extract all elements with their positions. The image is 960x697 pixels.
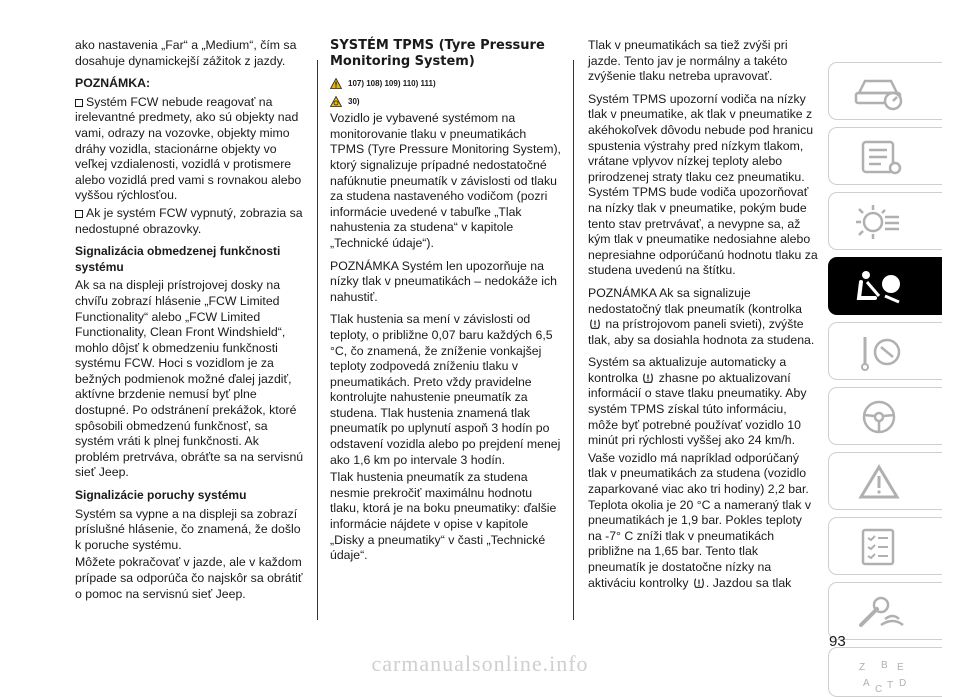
tab-maintenance[interactable] [828, 517, 942, 575]
column-1 [75, 38, 305, 609]
warning-references: 107) 108) 109) 110) 111) [348, 79, 436, 88]
system-fault-text-2: Môžete pokračovať v jazde, ale v každom prípade sa odporúča čo najskôr sa obrátiť o pomoc na servisnú sieť Jeep. [75, 555, 303, 601]
tpms-paragraph-6: Systém TPMS upozorní vodiča na nízky tlak v pneumatike, ak tlak v pneumatike z akéhokoľvek dôvodu nebude pod hranicu spustenia výstrahy pred nízkym tlakom, vrátane vplyvov nízkej teploty alebo prirodzenej straty tlaku cez pneumatiku. Systém TPMS bude vodiča upozorňovať na nízky tlak v pneumatike, pokým bude tento stav pretrvávať, a nevypne sa, až kým tlak v pneumatike nedosiahne alebo nepresiahne odporúčanú hodnotu tlaku za studena uvedenú na štítku. [588, 91, 818, 278]
tab-emergency[interactable] [828, 452, 942, 510]
index-letter-d: D [899, 678, 907, 689]
tab-lights[interactable] [828, 192, 942, 250]
tpms-paragraph-9: Vaše vozidlo má napríklad odporúčaný tlak v pneumatikách za studena (vozidlo zaparkované viac ako tri hodiny) 2,2 bar. Teplota okolia je 20 °C a nameraný tlak v pneumatikách je 1,9 bar. Pokles teploty na -7° C zníži tlak v pneumatikách približne na 1,65 bar. Tento tlak pneumatík je dostatočne nízky na aktiváciu kontrolky . Jazdou sa tlak [588, 450, 811, 590]
index-letter-c: C [875, 684, 883, 695]
wrench-car-icon [851, 591, 911, 633]
page-number: 93 [829, 633, 846, 650]
tpms-paragraph-7: POZNÁMKA Ak sa signalizuje nedostatočný tlak pneumatík (kontrolka na prístrojovom paneli svieti), zvýšte tlak, aby sa dosiahla hodnota za studena. [588, 285, 815, 347]
tpms-paragraph-1: Vozidlo je vybavené systémom na monitorovanie tlaku v pneumatikách TPMS (Tyre Pressure Monitoring System), ktorý signalizuje prípadné nedostatočné nafúknutie pneumatík v závislosti od tlaku za studena nastaveného vodičom (pozri informácie uvedené v tabuľke „Tlak nahustenia za studena“ v kapitole „Technické údaje“). [330, 111, 561, 250]
index-letter-t: T [887, 680, 894, 691]
emergency-triangle-icon [851, 461, 911, 503]
maintenance-list-icon [851, 526, 911, 568]
warning-refs-row [330, 76, 562, 92]
tab-car-dashboard[interactable] [828, 62, 942, 120]
tire-pressure-icon [589, 318, 601, 330]
index-letter-a: A [863, 678, 870, 689]
tpms-paragraph-2: POZNÁMKA Systém len upozorňuje na nízky tlak v pneumatikách – nedokáže ich nahustiť. [330, 258, 557, 304]
column-separator-2 [573, 60, 574, 620]
column-separator-1 [317, 60, 318, 620]
tire-pressure-icon [642, 372, 654, 384]
tpms-paragraph-5: Tlak v pneumatikách sa tiež zvýši pri jazde. Tento jav je normálny a takéto zvýšenie tlaku netreba upravovať. [588, 38, 788, 84]
caution-triangle-icon [330, 96, 342, 107]
caution-references: 30) [348, 96, 360, 106]
limited-functionality-text: Ak sa na displeji prístrojovej dosky na chvíľu zobrazí hlásenie „FCW Limited Functionality“ alebo „FCW Limited Functionality, Clean Front Windshield“, mohlo dôjsť k obmedzeniu funkčnosti systému FCW. Hoci s vozidlom je za bežných podmienok možné ďalej jazdiť, aktívne brzdenie nemusí byť plne dostupné. Po odstránení prekážok, ktoré spôsobili obmedzenú funkčnosť, sa systém vráti k plnej funkčnosti. Ak problém pretrváva, obráťte sa na servisnú sieť Jeep. [75, 278, 304, 480]
tab-car-info[interactable] [828, 127, 942, 185]
tire-pressure-icon [693, 577, 705, 589]
tab-starting-driving[interactable] [828, 322, 942, 380]
tpms-paragraph-4: Tlak hustenia pneumatík za studena nesmie prekročiť maximálnu hodnotu tlaku, ktorá je na boku pneumatiky: ďalšie informácie nájdete v opise v kapitole „Disky a pneumatiky“ v časti „Technické údaje“. [330, 470, 557, 563]
column-3 [588, 38, 818, 598]
bullet-square-icon [75, 210, 83, 218]
index-letter-b: B [881, 660, 888, 671]
tpms-paragraph-3: Tlak hustenia sa mení v závislosti od teploty, o približne 0,07 baru každých 6,5 °C, čo znamená, že zníženie vonkajšej teploty zodpovedá zníženiu tlaku v pneumatikách. Preto vždy pravidelne kontrolujte nahustenie pneumatík za studena. Tlak hustenia znamená tlak pneumatík po uplynutí aspoň 3 hodín po odstavení vozidla alebo po prejdení menej ako 1,6 km po intervale 3 hodín. [330, 312, 561, 467]
tab-steering[interactable] [828, 387, 942, 445]
steering-wheel-icon [851, 396, 911, 438]
index-letter-z: Z [859, 662, 866, 673]
sun-lights-icon [851, 201, 911, 243]
column-2 [330, 38, 562, 571]
index-letter-e: E [897, 662, 904, 673]
tab-specifications[interactable] [828, 582, 942, 640]
caution-refs-row [330, 94, 562, 110]
tpms-section-title: SYSTÉM TPMS (Tyre Pressure Monitoring System) [330, 38, 545, 69]
system-fault-text-1: Systém sa vypne a na displeji sa zobrazí príslušné hlásenie, čo znamená, že došlo k poruche systému. [75, 506, 301, 552]
airbag-seat-icon [851, 266, 911, 308]
warning-triangle-icon [330, 78, 342, 89]
bullet-square-icon [75, 99, 83, 107]
note-heading: POZNÁMKA: [75, 76, 151, 91]
tab-safety-airbag[interactable] [828, 257, 942, 315]
intro-paragraph: ako nastavenia „Far“ a „Medium“, čím sa dosahuje dynamickejší zážitok z jazdy. [75, 38, 297, 68]
note-bullet-1: Systém FCW nebude reagovať na irelevantné predmety, ako sú objekty nad vami, odrazy na vozovke, objekty mimo dráhy vozidla, stacionárne objekty vo veľkej vzdialenosti, vozidlá v protismere alebo vozidlá pred vami s rovnakou alebo vyššou rýchlosťou. [75, 94, 302, 203]
note-bullet-2: Ak je systém FCW vypnutý, zobrazia sa nedostupné obrazovky. [75, 205, 303, 236]
limited-functionality-heading: Signalizácia obmedzenej funkčnosti systému [75, 244, 281, 274]
tpms-paragraph-8: Systém sa aktualizuje automaticky a kontrolka zhasne po aktualizovaní informácií o stave tlaku pneumatiky. Aby systém TPMS získal túto informáciu, môže byť potrebné používať vozidlo 10 minút pri rýchlosti vyššej ako 24 km/h. [588, 355, 807, 448]
key-start-icon [851, 331, 911, 373]
car-dashboard-icon [851, 71, 911, 113]
watermark: carmanualsonline.info [371, 651, 589, 676]
car-info-icon [851, 136, 911, 178]
system-fault-heading: Signalizácie poruchy systému [75, 488, 247, 503]
